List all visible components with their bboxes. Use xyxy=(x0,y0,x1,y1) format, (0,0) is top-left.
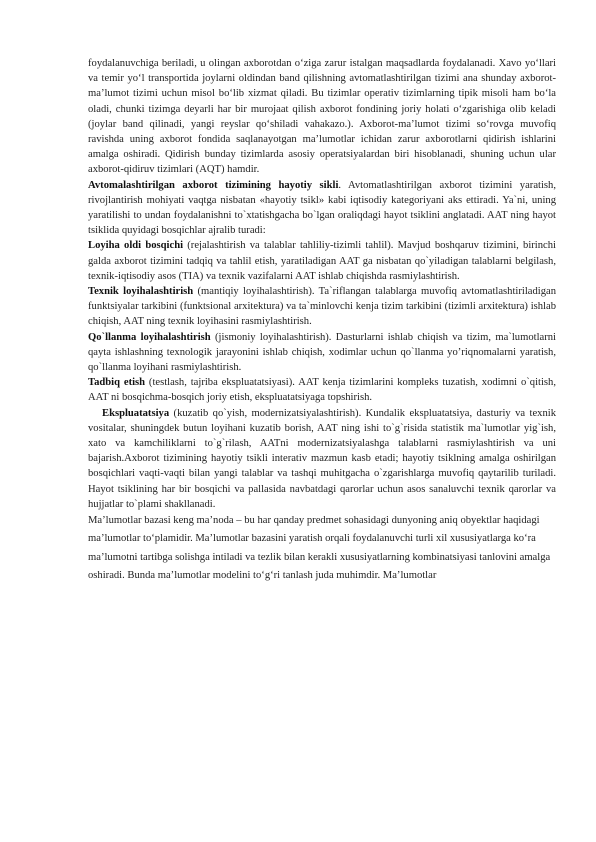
document-body xyxy=(88,56,556,585)
paragraph-intro xyxy=(88,56,556,178)
section-term: Tadbiq etish xyxy=(88,377,146,389)
section-term: Avtomalashtirilgan axborot tizimining hayotiy sikli xyxy=(88,179,339,191)
paragraph-lifecycle xyxy=(88,178,556,239)
paragraph-text: (mantiqiy loyihalashtirish). Ta`riflangan talablarga muvofiq avtomatlashtiriladigan funktsiyalar tarkibini (funktsional arxitektura) va ta`minlovchi kenja tizim tarkibini (tizimli arxitektura) ishlab chiqish, AAT ning texnik loyihasini rasmiylashtirish. xyxy=(88,286,557,328)
paragraph-text: (rejalashtirish va talablar tahliliy-tizimli tahlil). Mavjud boshqaruv tizimini, birinchi galda axborot tizimini tadqiq va tahlil etish, yaratiladigan AAT ga nisbatan qo`yiladigan talablarni belgilash, texnik-iqtisodiy asos (TIA) va texnik vazifalarni AAT ishlab chiqishda rasmiylashtirish. xyxy=(88,240,556,282)
paragraph-text: (kuzatib qo`yish, modernizatsiyalashtirish). Kundalik ekspluatatsiya, dasturiy va texnik vositalar, shuningdek butun loyihani kuzatib borish, AAT ning ishi to`g`risida statistik ma`lumotlar yig`ish, xato va kamchiliklarni to`g`rilash, AATni modernizatsiyalashga talablarni rasmiylashtirish va uni bajarish.Axborot tizimining hayotiy tsikli interativ mazmun kasb etadi; hayotiy tsiklning amalga oshirilgan bosqichlari vaqti-vaqti bilan yangi talablar va tashqi muhitgacha o`zgarishlarga muvofiq qaytarilib turiladi. Hayot tsiklining har bir bosqichi va pallasida navbatdagi qarorlar uchun asos sanaluvchi texnik qarorlar va hujjatlar to`plami shakllanadi. xyxy=(88,407,556,510)
paragraph-manual-design xyxy=(88,330,556,376)
paragraph-text: Ma’lumotlar bazasi keng ma’noda – bu har qanday predmet sohasidagi dunyoning aniq obyektlar haqidagi ma’lumotlar to‘plamidir. Ma’lumotlar bazasini yaratish orqali foydalanuvchi turli xil xususiyatlarga ko‘ra ma’lumotni tartibga solishga intiladi va tezlik bilan kerakli xususiyatlarning kombinatsiyasi tanlovini amalga oshiradi. Bunda ma’lumotlar modelini to‘g‘ri tanlash juda muhimdir. Ma’lumotlar xyxy=(88,515,551,581)
section-term: Loyiha oldi bosqichi xyxy=(88,240,184,252)
section-term: Qo`llanma loyihalashtirish xyxy=(88,331,211,343)
paragraph-text: (testlash, tajriba ekspluatatsiyasi). AAT kenja tizimlarini kompleks tuzatish, xodimni o`qitish, AAT ni bosqichma-bosqich joriy etish, ekspluatatsiyaga topshirish. xyxy=(88,377,556,404)
paragraph-text: (jismoniy loyihalashtirish). Dasturlarni ishlab chiqish va tizim, ma`lumotlarni qayta ishlashning texnologik jarayonini ishlab chiqish, xodimlar uchun qo`llanma yo’riqnomalarni yaratish, qo`llanma loyihani rasmiylashtirish. xyxy=(88,331,556,374)
paragraph-text: . Avtomatlashtirilgan axborot tizimini yaratish, rivojlantirish mohiyati vaqtga nisbatan «hayotiy tsikl» kabi iqtisodiy kategoriyani aks ettiradi. Ya`ni, uning yaratilishi to undan foydalanishni to`xtatishgacha bo`lgan oraliqdagi hayot tsiklini anglatadi. AAT ning hayot tsiklida quyidagi bosqichlar ajralib turadi: xyxy=(88,179,556,237)
paragraph-technical-design xyxy=(88,284,556,330)
paragraph-pre-project-stage xyxy=(88,238,556,284)
paragraph-exploitation xyxy=(88,406,556,512)
paragraph-implementation xyxy=(88,375,556,405)
section-term: Texnik loyihalashtirish xyxy=(88,286,194,298)
paragraph-database xyxy=(88,512,556,585)
section-term: Ekspluatatsiya xyxy=(102,407,170,419)
paragraph-text: foydalanuvchiga beriladi, u olingan axborotdan o‘ziga zarur istalgan maqsadlarda foydalanadi. Xavo yo‘llari va temir yo‘l transportida joylarni oldindan band qilishning avtomatlashtirilgan tizimi ana shunday axborot-ma’lumot tizimi uchun misol bo‘lib xizmat qiladi. Bu tizimlar operativ tizimlarning tipik misoli ham bo‘la oladi, chunki tizimga deyarli har bir murojaat qilish axborot fondining joriy holati o‘zgarishiga olib keladi (joylar band qilinadi, yangi reyslar qo‘shiladi vahakazo.). Axborot-ma’lumot tizimi so‘rovga muvofiq ravishda uning axborot fondida saqlanayotgan ma’lumotlar ichidan zarur axborotlarni qidirish ishlarini amalga oshiradi. Qidirish bunday tizimlarda asosiy operatsiyalardan biri hisoblanadi, shuning uchun ular axborot-qidiruv tizimlari (AQT) hamdir. xyxy=(88,58,556,176)
